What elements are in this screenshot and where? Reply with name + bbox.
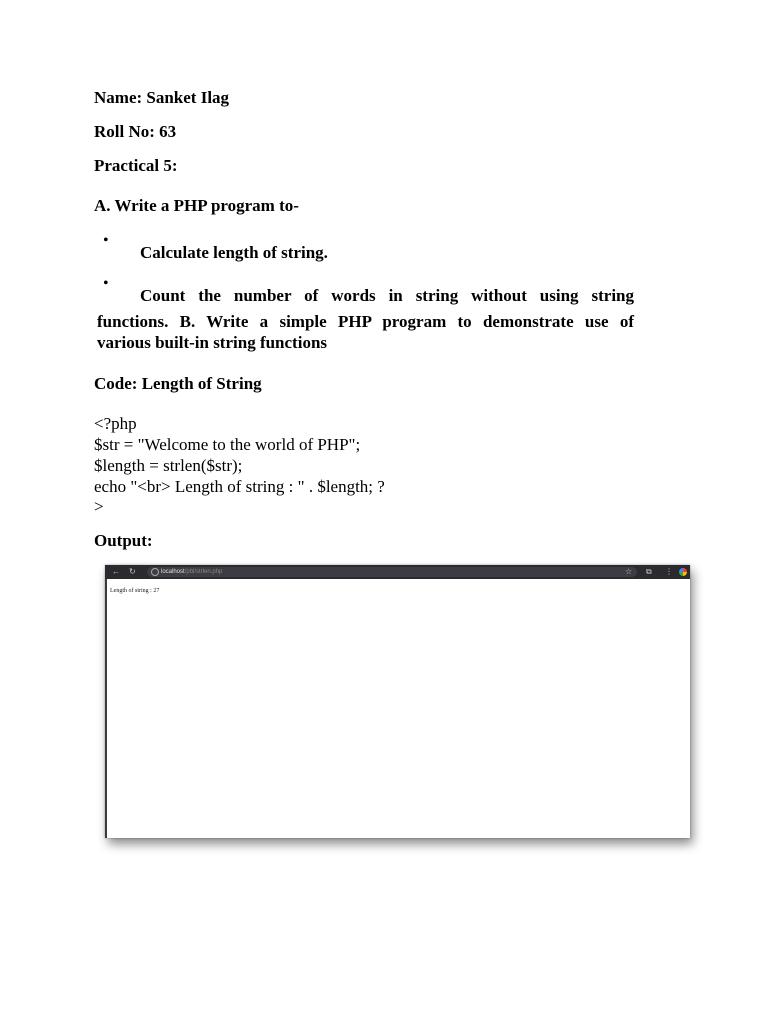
bullet-marker-1: • [103, 232, 109, 249]
output-heading: Output: [94, 531, 153, 550]
output-screenshot [105, 565, 690, 838]
address-text [161, 567, 222, 577]
browser-toolbar [105, 565, 690, 579]
bullet-continuation-1: functions. B. Write a simple PHP program to demonstrate use of [97, 312, 634, 331]
code-line-1: <?php [94, 414, 137, 433]
code-line-5: > [94, 497, 104, 516]
extensions-icon: ⧉ [646, 567, 652, 576]
menu-icon: ⋮ [665, 567, 673, 576]
roll-number: Roll No: 63 [94, 122, 177, 141]
star-icon: ☆ [625, 567, 633, 576]
code-line-4: echo "<br> Length of string : " . $length; ? [94, 477, 385, 496]
url-host: localhost [161, 569, 185, 575]
address-bar [147, 567, 637, 577]
url-path: /pbl/strlen.php [184, 569, 223, 575]
reload-icon: ↻ [129, 567, 136, 576]
bullet-item-2: Count the number of words in string without using string [140, 286, 634, 305]
code-line-3: $length = strlen($str); [94, 456, 243, 475]
student-name: Name: Sanket Ilag [94, 88, 230, 107]
info-icon [151, 568, 159, 576]
back-arrow-icon: ← [112, 567, 120, 576]
bullet-item-1: Calculate length of string. [140, 243, 328, 262]
task-heading: A. Write a PHP program to- [94, 196, 299, 215]
code-heading: Code: Length of String [94, 374, 262, 393]
code-line-2: $str = "Welcome to the world of PHP"; [94, 435, 361, 454]
bullet-continuation-2: various built-in string functions [97, 333, 328, 352]
practical-title: Practical 5: [94, 156, 178, 175]
rendered-output-text: Length of string : 27 [110, 588, 160, 594]
profile-icon [679, 568, 687, 576]
bullet-marker-2: • [103, 275, 109, 292]
window-edge [105, 579, 107, 838]
